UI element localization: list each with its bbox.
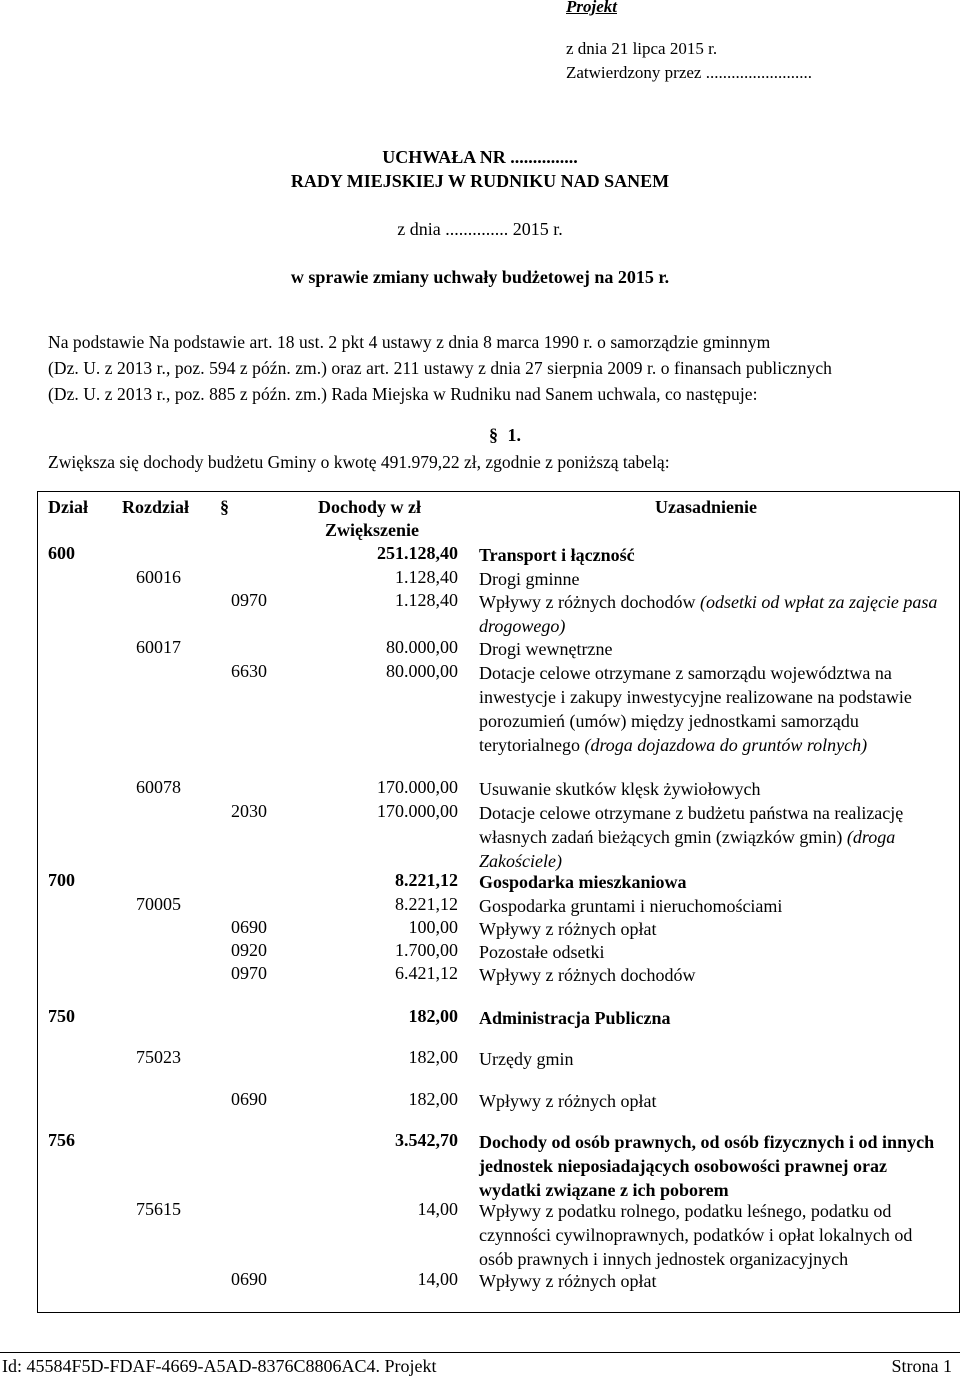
document-id: Id: 45584F5D-FDAF-4669-A5AD-8376C8806AC4. Projekt	[2, 1356, 437, 1376]
council-name: RADY MIEJSKIEJ W RUDNIKU NAD SANEM	[290, 171, 670, 191]
uzasadnienie-note: (droga dojazdowa do gruntów rolnych)	[584, 735, 868, 755]
cell-paragraf: 0690	[231, 1269, 267, 1289]
uzasadnienie-note: (droga Zakościele)	[479, 827, 896, 871]
cell-uzasadnienie	[479, 777, 949, 801]
uzasadnienie-text: Dotacje celowe otrzymane z budżetu państwa na realizację własnych zadań bieżących gmin (związków gmin)	[479, 803, 904, 847]
uzasadnienie-text: Wpływy z różnych opłat	[479, 1271, 657, 1291]
cell-uzasadnienie	[479, 940, 949, 964]
footer-divider	[0, 1352, 960, 1353]
uzasadnienie-text: Dotacje celowe otrzymane z samorządu województwa na inwestycje i zakupy inwestycyjne realizowane na podstawie porozumień (umów) między jednostkami samorządu terytorialnego	[479, 663, 912, 755]
cell-amount: 8.221,12	[395, 870, 458, 890]
uzasadnienie-text: Drogi wewnętrzne	[479, 639, 613, 659]
cell-dzial: 756	[48, 1130, 75, 1150]
cell-amount: 251.128,40	[377, 543, 458, 563]
cell-amount: 8.221,12	[395, 894, 458, 914]
cell-rozdzial: 75023	[136, 1047, 181, 1067]
resolution-date: z dnia .............. 2015 r.	[397, 219, 563, 239]
cell-amount: 14,00	[417, 1269, 458, 1289]
cell-uzasadnienie	[479, 917, 949, 941]
cell-dzial: 600	[48, 543, 75, 563]
cell-uzasadnienie	[479, 1089, 949, 1113]
cell-uzasadnienie	[479, 661, 949, 757]
cell-paragraf: 0920	[231, 940, 267, 960]
cell-dzial: 750	[48, 1006, 75, 1026]
cell-amount: 182,00	[408, 1089, 458, 1109]
cell-amount: 1.128,40	[395, 590, 458, 610]
draft-date: z dnia 21 lipca 2015 r.	[566, 39, 718, 58]
cell-uzasadnienie	[479, 963, 949, 987]
section-intro: Zwiększa się dochody budżetu Gminy o kwotę 491.979,22 zł, zgodnie z poniższą tabelą:	[48, 452, 670, 472]
uzasadnienie-text: Drogi gminne	[479, 569, 580, 589]
header-zwiekszenie: Zwiększenie	[325, 520, 419, 540]
cell-paragraf: 0970	[231, 590, 267, 610]
cell-uzasadnienie	[479, 590, 949, 638]
cell-amount: 3.542,70	[395, 1130, 458, 1150]
cell-uzasadnienie	[479, 1130, 949, 1202]
uzasadnienie-text: Wpływy z podatku rolnego, podatku leśnego, podatku od czynności cywilnoprawnych, podatków i opłat lokalnych od osób prawnych i innych jednostek organizacyjnych	[479, 1201, 913, 1269]
cell-uzasadnienie	[479, 801, 949, 873]
uzasadnienie-text: Gospodarka mieszkaniowa	[479, 872, 687, 892]
cell-paragraf: 0970	[231, 963, 267, 983]
cell-dzial: 700	[48, 870, 75, 890]
cell-amount: 170.000,00	[377, 777, 458, 797]
cell-uzasadnienie	[479, 1006, 949, 1030]
uzasadnienie-text: Urzędy gmin	[479, 1049, 574, 1069]
cell-rozdzial: 70005	[136, 894, 181, 914]
approved-by: Zatwierdzony przez .........................	[566, 63, 812, 82]
header-dochody: Dochody w zł	[318, 497, 421, 517]
uzasadnienie-text: Wpływy z różnych dochodów	[479, 965, 696, 985]
paragraph-icon: §	[489, 425, 498, 445]
cell-paragraf: 0690	[231, 1089, 267, 1109]
cell-amount: 14,00	[417, 1199, 458, 1219]
resolution-subject: w sprawie zmiany uchwały budżetowej na 2015 r.	[290, 267, 670, 287]
cell-rozdzial: 75615	[136, 1199, 181, 1219]
cell-uzasadnienie	[479, 1199, 949, 1271]
cell-paragraf: 2030	[231, 801, 267, 821]
uzasadnienie-text: Transport i łączność	[479, 545, 635, 565]
uzasadnienie-text: Usuwanie skutków klęsk żywiołowych	[479, 779, 761, 799]
cell-uzasadnienie	[479, 894, 949, 918]
uzasadnienie-text: Gospodarka gruntami i nieruchomościami	[479, 896, 783, 916]
draft-label: Projekt	[566, 0, 617, 16]
cell-amount: 80.000,00	[386, 661, 458, 681]
cell-uzasadnienie	[479, 567, 949, 591]
legal-basis-line: Na podstawie Na podstawie art. 18 ust. 2 pkt 4 ustawy z dnia 8 marca 1990 r. o samorządzie gminnym	[48, 332, 771, 352]
cell-amount: 6.421,12	[395, 963, 458, 983]
cell-amount: 170.000,00	[377, 801, 458, 821]
header-paragraph-icon: §	[220, 497, 229, 517]
cell-uzasadnienie	[479, 637, 949, 661]
cell-amount: 182,00	[408, 1047, 458, 1067]
legal-basis-line: (Dz. U. z 2013 r., poz. 885 z późn. zm.) Rada Miejska w Rudniku nad Sanem uchwala, co następuje:	[48, 384, 758, 404]
cell-rozdzial: 60017	[136, 637, 181, 657]
cell-amount: 80.000,00	[386, 637, 458, 657]
cell-paragraf: 0690	[231, 917, 267, 937]
uzasadnienie-text: Wpływy z różnych dochodów	[479, 592, 696, 612]
page-number: Strona 1	[891, 1356, 952, 1376]
legal-basis-line: (Dz. U. z 2013 r., poz. 594 z późn. zm.) oraz art. 211 ustawy z dnia 27 sierpnia 2009 r. o finansach publicznych	[48, 358, 832, 378]
header-rozdzial: Rozdział	[122, 497, 189, 517]
cell-uzasadnienie	[479, 1047, 949, 1071]
cell-amount: 100,00	[408, 917, 458, 937]
header-uzasadnienie: Uzasadnienie	[655, 497, 758, 517]
cell-rozdzial: 60078	[136, 777, 181, 797]
cell-uzasadnienie	[479, 1269, 949, 1293]
uzasadnienie-text: Wpływy z różnych opłat	[479, 919, 657, 939]
uzasadnienie-text: Wpływy z różnych opłat	[479, 1091, 657, 1111]
section-number: 1.	[507, 425, 521, 445]
cell-uzasadnienie	[479, 870, 949, 894]
uzasadnienie-text: Dochody od osób prawnych, od osób fizycznych i od innych jednostek nieposiadających osobowości prawnej oraz wydatki związane z ich poborem	[479, 1132, 935, 1200]
resolution-number: UCHWAŁA NR ...............	[382, 147, 578, 167]
cell-rozdzial: 60016	[136, 567, 181, 587]
cell-uzasadnienie	[479, 543, 949, 567]
header-dzial: Dział	[48, 497, 88, 517]
uzasadnienie-note: (odsetki od wpłat za zajęcie pasa drogowego)	[479, 592, 938, 636]
cell-paragraf: 6630	[231, 661, 267, 681]
uzasadnienie-text: Administracja Publiczna	[479, 1008, 671, 1028]
cell-amount: 1.700,00	[395, 940, 458, 960]
cell-amount: 1.128,40	[395, 567, 458, 587]
section-heading	[489, 425, 521, 446]
cell-amount: 182,00	[408, 1006, 458, 1026]
uzasadnienie-text: Pozostałe odsetki	[479, 942, 605, 962]
